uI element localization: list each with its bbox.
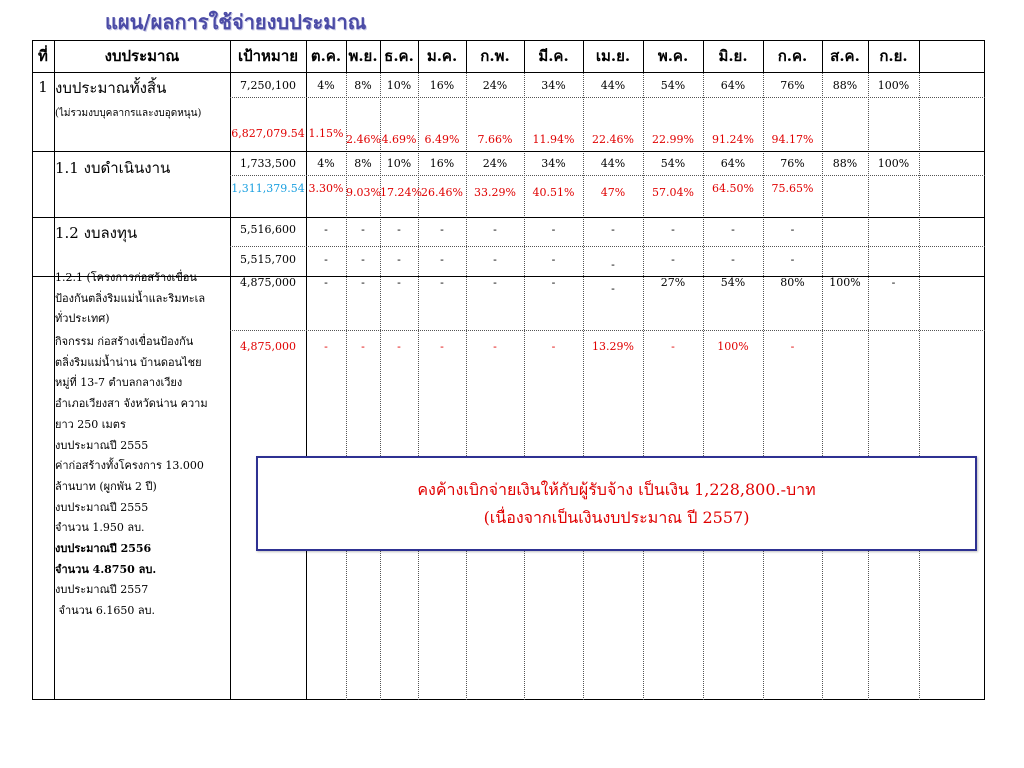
grid-line [919,40,920,72]
header-budget: งบประมาณ [104,47,180,65]
row1-label: งบประมาณทั้งสิ้น [55,79,167,97]
row121-label-line: ป้องกันตลิ่งริมแม่น้ำและริมทะเล [55,291,206,305]
row1-plan-2: 8% [354,79,372,92]
row11-plan-2: 8% [354,157,372,170]
row121-detail-line: งบประมาณปี 2557 [55,583,149,597]
grid-line [32,217,985,218]
grid-line [230,97,985,98]
row11-actual-1: 3.30% [308,182,344,195]
notice-line-1: คงค้างเบิกจ่ายเงินให้กับผู้รับจ้าง เป็นเงิน 1,228,800.-บาท [417,479,816,499]
notice-box [256,456,977,551]
row121-label-line: ทั่วประเทศ) [55,312,110,326]
row11-label: 1.1 งบดำเนินงาน [55,159,171,177]
row11-plan-4: 16% [429,157,455,170]
row121-detail-line: จำนวน 1.950 ลบ. [55,521,145,535]
header-month-1: ต.ค. [310,47,342,65]
row1-plan-1: 4% [317,79,335,92]
row1-plan-target: 7,250,100 [240,79,296,92]
row12-actual-7: - [611,258,615,271]
row12-plan-4: - [440,223,444,236]
header-target: เป้าหมาย [237,47,299,65]
row12-plan-5: - [493,223,497,236]
notice-line-2: (เนื่องจากเป็นเงินงบประมาณ ปี 2557) [483,507,750,527]
row12-actual-10: - [790,253,795,266]
row121-detail-line: จำนวน 6.1650 ลบ. [55,604,156,618]
row11-actual-5: 33.29% [474,186,516,199]
row121-actual-3: - [397,340,401,353]
row11-plan-5: 24% [482,157,508,170]
row121-label-line: 1.2.1 (โครงการก่อสร้างเขื่อน [55,271,197,284]
row121-plan-5: - [493,276,497,289]
row121-detail-line: งบประมาณปี 2555 [55,438,149,452]
row121-actual-10: - [790,340,795,353]
row121-detail [55,332,230,622]
row1-actual-7: 22.46% [592,133,634,146]
row121-detail-line: ยาว 250 เมตร [55,417,126,431]
row121-detail-line: อำเภอเวียงสา จังหวัดน่าน ความ [55,397,208,411]
grid-line [32,72,985,73]
header-no: ที่ [38,47,48,65]
row121-detail-line: ล้านบาท (ผูกพัน 2 ปี) [55,479,157,493]
header-month-9: มิ.ย. [718,47,748,65]
row121-actual-4: - [440,340,444,353]
row121-plan-1: - [324,276,328,289]
row12-plan-6: - [551,223,556,236]
grid-line [230,246,985,247]
row12-actual-1: - [324,253,328,266]
row121-plan-11: 100% [829,276,861,289]
row12-plan-1: - [324,223,328,236]
row121-plan-3: - [397,276,401,289]
row1-actual-target: 6,827,079.54 [231,127,305,140]
row121-plan-10: 80% [780,276,805,289]
row121-detail-line: หมู่ที่ 13-7 ตำบลกลางเวียง [55,376,183,390]
row1-plan-3: 10% [386,79,412,92]
row12-actual-target: 5,515,700 [240,253,296,266]
row11-plan-11: 88% [832,157,858,170]
row11-actual-2: 9.03% [346,186,381,199]
grid-line [32,151,985,152]
row12-actual-3: - [397,253,401,266]
row1-plan-8: 54% [660,79,686,92]
row121-detail-line: งบประมาณปี 2555 [55,500,149,514]
grid-line [919,72,920,700]
row121-actual-target: 4,875,000 [240,340,296,353]
row1-actual-4: 6.49% [424,133,460,146]
row1-actual-9: 91.24% [712,133,754,146]
header-month-4: ม.ค. [426,47,458,65]
row11-plan-3: 10% [386,157,412,170]
row121-plan-7: - [611,282,615,295]
row1-number: 1 [38,78,48,96]
grid-line [230,175,985,176]
grid-line [230,330,985,331]
row121-plan-12: - [891,276,896,289]
row11-actual-4: 26.46% [421,186,463,199]
row121-detail-line: ตลิ่งริมแม่น้ำน่าน บ้านดอนไชย [55,355,202,369]
row1-actual-3: 4.69% [381,133,417,146]
row11-plan-1: 4% [317,157,335,170]
header-month-2: พ.ย. [348,47,378,65]
row121-actual-9: 100% [717,340,749,353]
row12-plan-target: 5,516,600 [240,223,296,236]
row11-plan-12: 100% [877,157,910,170]
row11-actual-10: 75.65% [771,182,814,195]
row121-plan-8: 27% [660,276,686,289]
row12-actual-2: - [361,253,365,266]
row1-actual-5: 7.66% [477,133,513,146]
row12-plan-8: - [671,223,675,236]
row1-sublabel: (ไม่รวมงบบุคลากรและงบอุดหนุน) [55,108,202,119]
row11-actual-8: 57.04% [652,186,694,199]
page-title: แผน/ผลการใช้จ่ายงบประมาณ [105,10,367,34]
row1-actual-8: 22.99% [652,133,694,146]
header-month-3: ธ.ค. [384,47,414,65]
row1-plan-5: 24% [482,79,508,92]
header-month-11: ส.ค. [830,47,860,65]
row11-actual-target: 1,311,379.54 [231,182,305,195]
row12-plan-2: - [361,223,365,236]
header-month-6: มี.ค. [538,47,569,65]
row1-plan-6: 34% [541,79,566,92]
row12-plan-7: - [611,223,615,236]
row11-plan-9: 64% [720,157,746,170]
row11-plan-10: 76% [780,157,805,170]
row121-plan-4: - [440,276,444,289]
row1-actual-1: 1.15% [308,127,344,140]
row1-plan-7: 44% [600,79,626,92]
row12-actual-4: - [440,253,444,266]
header-month-7: เม.ย. [595,47,631,65]
row12-plan-3: - [397,223,401,236]
row1-plan-4: 16% [429,79,455,92]
row1-actual-10: 94.17% [771,133,814,146]
row11-actual-6: 40.51% [532,186,575,199]
row1-plan-12: 100% [877,79,910,92]
row121-label [55,268,230,330]
row121-actual-7: 13.29% [592,340,634,353]
row12-actual-8: - [671,253,675,266]
budget-table [32,40,985,700]
row121-plan-6: - [551,276,556,289]
header-month-10: ก.ค. [777,47,808,65]
row121-detail-line: จำนวน 4.8750 ลบ. [55,562,157,576]
row11-actual-9: 64.50% [712,182,754,195]
row11-plan-7: 44% [600,157,626,170]
row121-detail-line: กิจกรรม ก่อสร้างเขื่อนป้องกัน [55,335,194,348]
row11-actual-7: 47% [600,186,626,199]
row12-label: 1.2 งบลงทุน [55,224,138,242]
row1-plan-10: 76% [780,79,805,92]
header-month-12: ก.ย. [879,47,908,65]
row11-plan-target: 1,733,500 [240,157,296,170]
row1-actual-6: 11.94% [532,133,575,146]
row11-plan-6: 34% [541,157,566,170]
row121-actual-1: - [324,340,328,353]
row12-plan-9: - [731,223,735,236]
row12-actual-6: - [551,253,556,266]
row12-actual-5: - [493,253,497,266]
row11-plan-8: 54% [660,157,686,170]
row121-actual-2: - [361,340,365,353]
row11-actual-3: 17.24% [380,186,422,199]
row121-detail-line: งบประมาณปี 2556 [55,542,152,556]
row1-plan-9: 64% [720,79,746,92]
row12-actual-9: - [731,253,735,266]
row121-detail-line: ค่าก่อสร้างทั้งโครงการ 13.000 [55,459,204,473]
row1-plan-11: 88% [832,79,858,92]
row121-actual-6: - [551,340,556,353]
row121-actual-8: - [671,340,675,353]
header-month-8: พ.ค. [657,47,689,65]
row121-plan-9: 54% [720,276,746,289]
row121-actual-5: - [493,340,497,353]
row1-actual-2: 2.46% [346,133,381,146]
row12-plan-10: - [790,223,795,236]
row121-plan-target: 4,875,000 [240,276,296,289]
header-month-5: ก.พ. [480,47,510,65]
row121-plan-2: - [361,276,365,289]
